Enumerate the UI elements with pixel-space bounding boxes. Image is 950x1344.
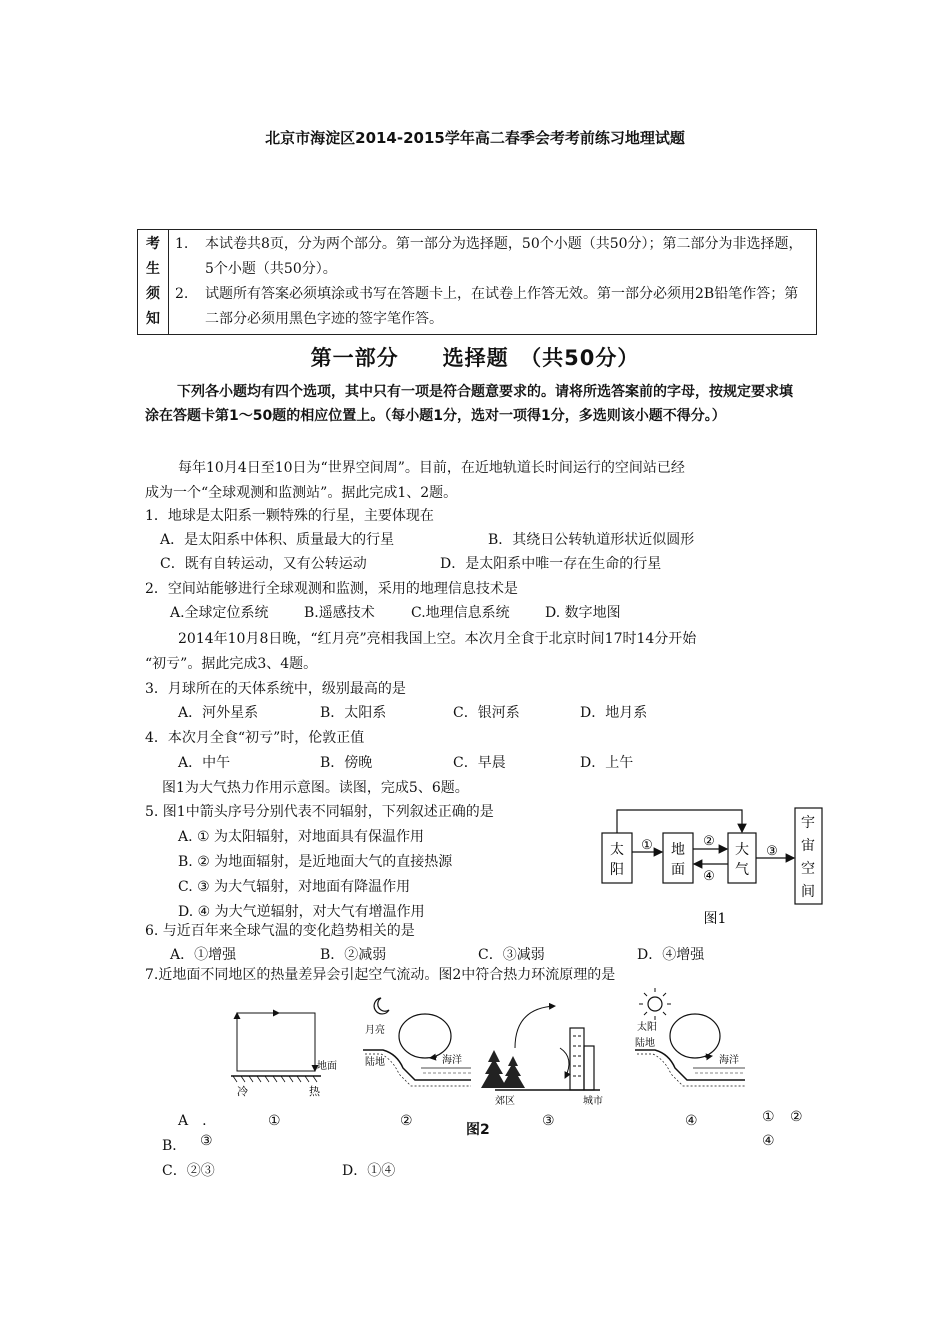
intro-1-line2: 成为一个“全球观测和监测站”。据此完成1、2题。 [145,485,458,501]
question-7-option-a-value: ① [762,1109,775,1125]
notice-item-text: 本试卷共8页，分为两个部分。第一部分为选择题，50个小题（共50分）；第二部分为非选择题，5个小题（共50分）。 [205,236,803,277]
question-4-option-d: D．上午 [580,755,634,771]
question-1-stem: 1．地球是太阳系一颗特殊的行星，主要体现在 [145,508,434,524]
question-5-option-b: B. ② 为地面辐射，是近地面大气的直接热源 [178,854,453,870]
intro-2-line2: “初亏”。据此完成3、4题。 [145,656,318,672]
panel-2-moon-label: 月亮 [365,1025,385,1036]
question-6-option-d: D．④增强 [637,947,705,963]
question-3-stem: 3．月球所在的天体系统中，级别最高的是 [145,681,406,697]
part1-heading: 第一部分 选择题 （共50分） [310,346,640,370]
question-3-option-d: D．地月系 [580,705,648,721]
question-2-option-a: A.全球定位系统 [170,605,269,621]
arrow-3-label: ③ [766,844,778,859]
notice-item-text: 试题所有答案必须填涂或书写在答题卡上，在试卷上作答无效。第一部分必须用2B铅笔作答；第二部分必须用黑色字迹的签字笔作答。 [205,286,799,327]
sun-icon [648,997,662,1011]
ground-label: 地 [671,842,685,858]
intro-3: 图1为大气热力作用示意图。读图，完成5、6题。 [162,780,469,796]
question-7-stem: 7.近地面不同地区的热量差异会引起空气流动。图2中符合热力环流原理的是 [145,967,616,983]
figure-2-caption: 图2 [466,1122,490,1138]
space-label: 宙 [801,838,815,854]
question-5-option-a: A. ① 为太阳辐射，对地面具有保温作用 [178,829,425,845]
panel-1-ground-label: 地面 [317,1061,337,1072]
question-1-option-d: D．是太阳系中唯一存在生命的行星 [440,556,662,572]
panel-1-hot-label: 热 [309,1085,320,1098]
question-7-option-a-value: ④ [762,1133,775,1149]
question-7-option-a: A . [178,1113,207,1129]
moon-icon [374,998,389,1014]
question-3-option-b: B．太阳系 [320,705,387,721]
question-3-option-a: A．河外星系 [178,705,259,721]
intro-1-line1: 每年10月4日至10日为“世界空间周”。目前，在近地轨道长时间运行的空间站已经 [178,460,685,476]
question-2-option-b: B.遥感技术 [304,605,375,621]
question-7-option-a-value: ② [790,1109,803,1125]
question-3-option-c: C．银河系 [453,705,520,721]
question-1-option-b: B．其绕日公转轨道形状近似圆形 [488,532,695,548]
arrow-2-label: ② [703,834,715,849]
panel-4-sea-label: 海洋 [719,1055,739,1066]
tree-icon [501,1056,525,1088]
question-2-option-d: D. 数字地图 [545,605,621,621]
figure-2-diagram [225,988,760,1108]
panel-2-land-label: 陆地 [365,1057,385,1068]
panel-2-sea-label: 海洋 [442,1055,462,1066]
building-icon [570,1028,584,1090]
notice-side-char: 考 [146,236,160,252]
figure-2-label-4: ④ [685,1113,698,1129]
question-5-option-c: C. ③ 为大气辐射，对地面有降温作用 [178,879,411,895]
panel-4-sun-label: 太阳 [637,1022,657,1033]
question-4-option-b: B．傍晚 [320,755,373,771]
notice-content [169,230,817,335]
panel-3-city-label: 城市 [583,1096,603,1107]
arrow-sun-to-atmosphere [617,810,742,833]
tree-icon [481,1050,507,1088]
question-7-option-c: C．②③ [162,1163,215,1179]
question-6-option-a: A．①增强 [170,947,237,963]
figure-1-diagram [595,800,825,930]
ground-label: 面 [671,862,685,878]
arrow-4-label: ④ [703,869,715,884]
notice-side-char: 生 [146,261,160,277]
figure-1-caption: 图1 [703,911,727,927]
panel-3 [481,1006,603,1107]
space-label: 宇 [801,815,815,831]
question-5-stem: 5. 图1中箭头序号分别代表不同辐射，下列叙述正确的是 [145,804,494,820]
intro-2-line1: 2014年10月8日晚，“红月亮”亮相我国上空。本次月全食于北京时间17时14分开始 [178,631,697,647]
notice-side-char: 知 [146,311,160,327]
sun-label: 太 [610,842,624,858]
figure-2-label-1: ① [268,1113,281,1129]
panel-1-circulation [237,1013,315,1071]
panel-2 [363,998,471,1086]
space-label: 间 [801,884,815,900]
sun-label: 阳 [610,862,624,878]
question-7-option-b-value: ③ [200,1133,213,1149]
question-6-option-b: B．②减弱 [320,947,387,963]
panel-1 [231,1013,337,1098]
notice-side-label [138,230,169,335]
panel-4 [635,988,745,1086]
panel-3-suburb-label: 郊区 [495,1096,515,1107]
notice-side-char: 须 [146,286,160,302]
question-5-option-d: D. ④ 为大气逆辐射，对大气有增温作用 [178,904,425,920]
question-1-option-a: A．是太阳系中体积、质量最大的行星 [160,532,395,548]
notice-item [175,282,810,332]
question-4-option-c: C．早晨 [453,755,506,771]
space-label: 空 [801,861,815,877]
question-4-option-a: A．中午 [178,755,231,771]
question-6-stem: 6. 与近百年来全球气温的变化趋势相关的是 [145,923,415,939]
arrow-1-label: ① [641,838,653,853]
atmosphere-label: 气 [735,862,749,878]
document-title: 北京市海淀区2014-2015学年高二春季会考考前练习地理试题 [265,129,685,147]
figure-2-label-3: ③ [542,1113,555,1129]
question-4-stem: 4．本次月全食“初亏”时，伦敦正值 [145,730,365,746]
question-6-option-c: C．③减弱 [478,947,545,963]
question-2-option-c: C.地理信息系统 [411,605,510,621]
atmosphere-label: 大 [735,842,749,858]
notice-item [175,232,810,282]
panel-1-cold-label: 冷 [237,1085,248,1098]
figure-2-label-2: ② [400,1113,413,1129]
question-1-option-c: C．既有自转运动，又有公转运动 [160,556,367,572]
instructions: 下列各小题均有四个选项，其中只有一项是符合题意要求的。请将所选答案前的字母，按规定要求填涂在答题卡第1～50题的相应位置上。（每小题1分，选对一项得1分，多选则该小题不得分。） [145,384,793,424]
panel-4-land-label: 陆地 [635,1038,655,1049]
question-7-option-d: D．①④ [342,1163,396,1179]
exam-notice-table [137,229,817,335]
question-2-stem: 2．空间站能够进行全球观测和监测，采用的地理信息技术是 [145,581,518,597]
notice-item-number: 1. [175,236,189,252]
notice-item-number: 2. [175,286,189,302]
question-7-option-b: B． [162,1138,187,1154]
